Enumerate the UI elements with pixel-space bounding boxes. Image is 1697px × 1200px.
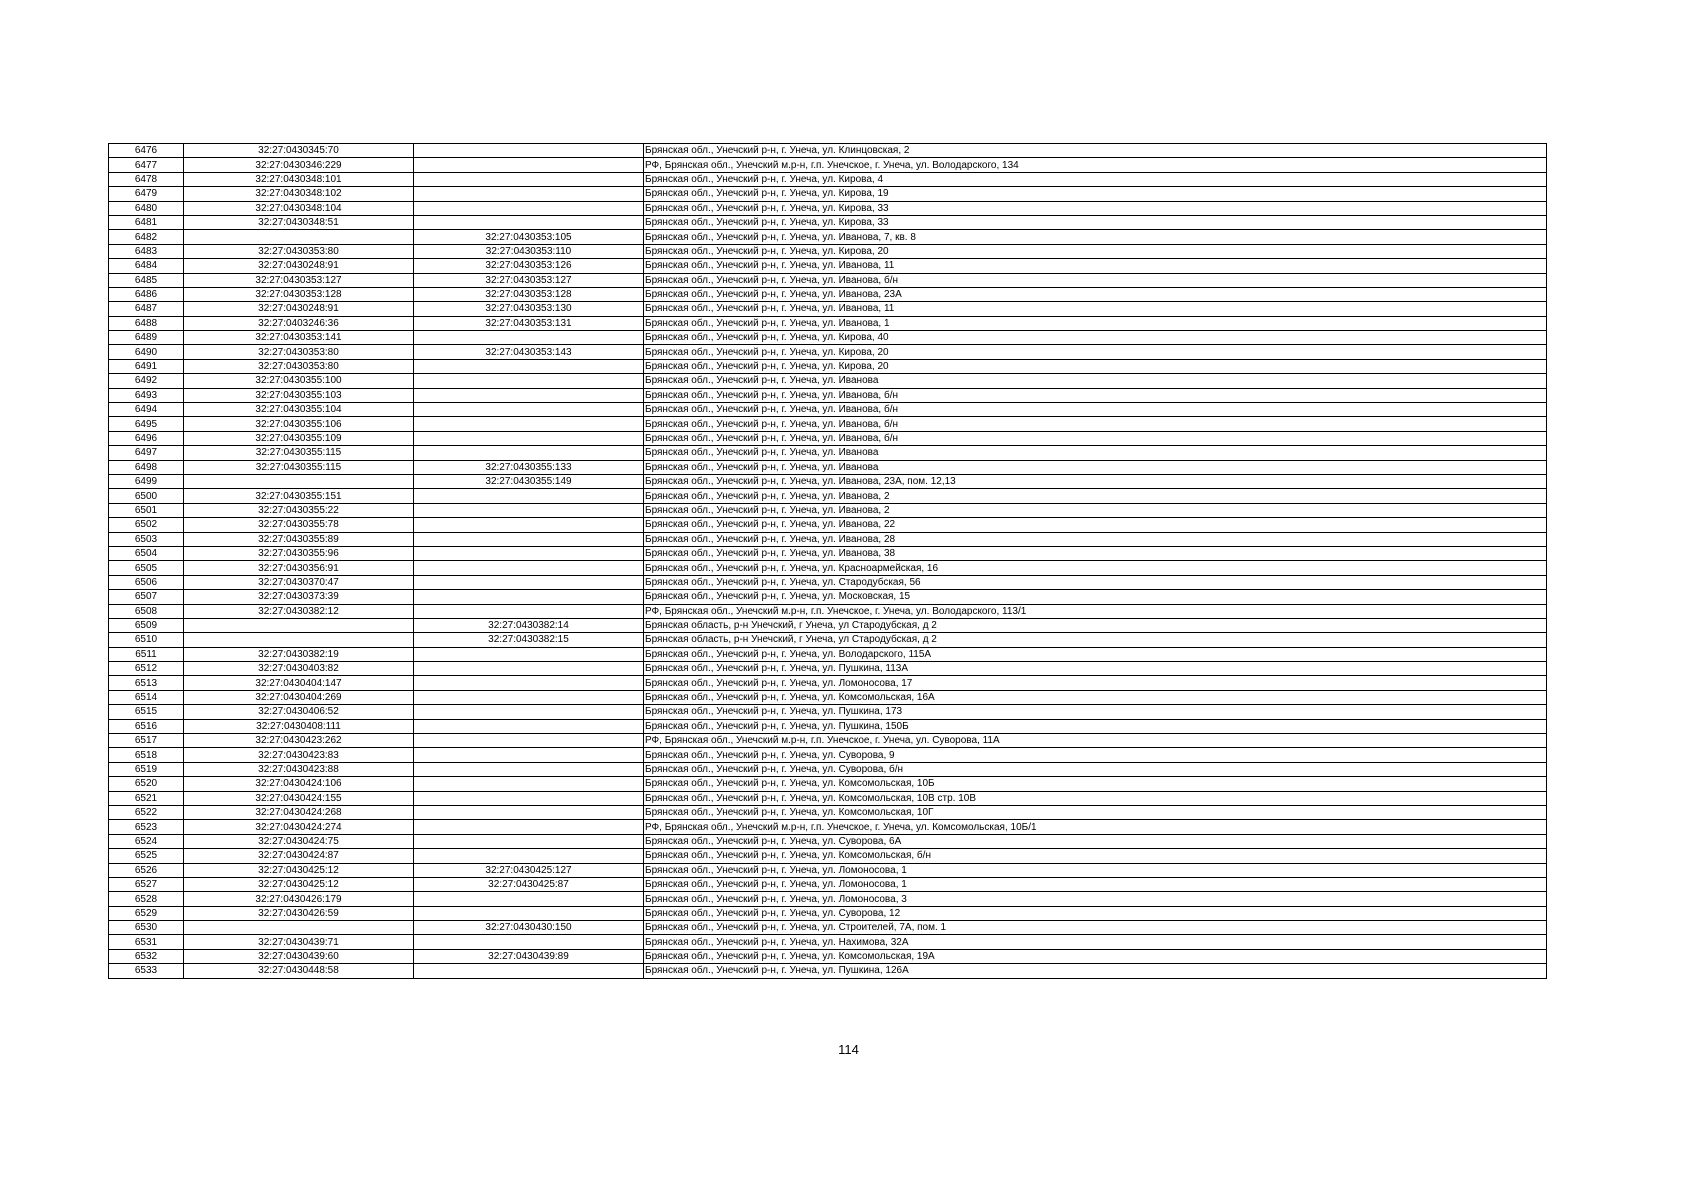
cadastral-number-cell: 32:27:0430248:91: [184, 302, 414, 316]
cadastral-number-cell: 32:27:0430356:91: [184, 561, 414, 575]
row-number-cell: 6497: [109, 446, 184, 460]
cadastral-number-cell: 32:27:0430439:71: [184, 935, 414, 949]
row-number-cell: 6485: [109, 273, 184, 287]
row-number-cell: 6503: [109, 532, 184, 546]
table-row: [109, 187, 1547, 201]
cadastral-number-cell: 32:27:0403246:36: [184, 316, 414, 330]
address-cell: Брянская обл., Унечский р-н, г. Унеча, ул. Ломоносова, 1: [644, 863, 1547, 877]
table-row: [109, 762, 1547, 776]
row-number-cell: 6508: [109, 604, 184, 618]
table-row: [109, 474, 1547, 488]
linked-cadastral-number-cell: [414, 647, 644, 661]
row-number-cell: 6489: [109, 331, 184, 345]
cadastral-number-cell: 32:27:0430348:102: [184, 187, 414, 201]
table-row: [109, 561, 1547, 575]
address-cell: РФ, Брянская обл., Унечский м.р-н, г.п. Унечское, г. Унеча, ул. Суворова, 11А: [644, 734, 1547, 748]
row-number-cell: 6496: [109, 431, 184, 445]
cadastral-number-cell: [184, 474, 414, 488]
row-number-cell: 6512: [109, 662, 184, 676]
row-number-cell: 6533: [109, 964, 184, 978]
linked-cadastral-number-cell: [414, 734, 644, 748]
cadastral-number-cell: 32:27:0430345:70: [184, 144, 414, 158]
address-cell: Брянская обл., Унечский р-н, г. Унеча, ул. Суворова, 9: [644, 748, 1547, 762]
table-row: [109, 921, 1547, 935]
linked-cadastral-number-cell: [414, 719, 644, 733]
row-number-cell: 6500: [109, 489, 184, 503]
table-row: [109, 431, 1547, 445]
cadastral-number-cell: 32:27:0430353:128: [184, 287, 414, 301]
row-number-cell: 6481: [109, 215, 184, 229]
registry-table: [108, 143, 1547, 979]
table-row: [109, 676, 1547, 690]
address-cell: Брянская обл., Унечский р-н, г. Унеча, ул. Иванова, 23А: [644, 287, 1547, 301]
address-cell: РФ, Брянская обл., Унечский м.р-н, г.п. Унечское, г. Унеча, ул. Володарского, 134: [644, 158, 1547, 172]
row-number-cell: 6522: [109, 805, 184, 819]
table-row: [109, 935, 1547, 949]
linked-cadastral-number-cell: [414, 331, 644, 345]
address-cell: Брянская обл., Унечский р-н, г. Унеча, ул. Иванова, б/н: [644, 403, 1547, 417]
linked-cadastral-number-cell: [414, 532, 644, 546]
linked-cadastral-number-cell: 32:27:0430355:133: [414, 460, 644, 474]
cadastral-number-cell: 32:27:0430424:155: [184, 791, 414, 805]
address-cell: Брянская обл., Унечский р-н, г. Унеча, ул. Кирова, 19: [644, 187, 1547, 201]
cadastral-number-cell: 32:27:0430423:262: [184, 734, 414, 748]
row-number-cell: 6479: [109, 187, 184, 201]
address-cell: Брянская обл., Унечский р-н, г. Унеча, ул. Ломоносова, 17: [644, 676, 1547, 690]
cadastral-number-cell: [184, 921, 414, 935]
linked-cadastral-number-cell: [414, 201, 644, 215]
row-number-cell: 6532: [109, 949, 184, 963]
linked-cadastral-number-cell: [414, 187, 644, 201]
table-row: [109, 834, 1547, 848]
linked-cadastral-number-cell: [414, 777, 644, 791]
row-number-cell: 6505: [109, 561, 184, 575]
table-row: [109, 791, 1547, 805]
address-cell: Брянская обл., Унечский р-н, г. Унеча, ул. Строителей, 7А, пом. 1: [644, 921, 1547, 935]
linked-cadastral-number-cell: [414, 748, 644, 762]
linked-cadastral-number-cell: 32:27:0430353:130: [414, 302, 644, 316]
cadastral-number-cell: 32:27:0430355:22: [184, 503, 414, 517]
row-number-cell: 6486: [109, 287, 184, 301]
linked-cadastral-number-cell: [414, 590, 644, 604]
table-row: [109, 388, 1547, 402]
row-number-cell: 6501: [109, 503, 184, 517]
linked-cadastral-number-cell: [414, 805, 644, 819]
table-row: [109, 158, 1547, 172]
cadastral-number-cell: 32:27:0430355:115: [184, 446, 414, 460]
address-cell: Брянская обл., Унечский р-н, г. Унеча, ул. Стародубская, 56: [644, 575, 1547, 589]
linked-cadastral-number-cell: [414, 892, 644, 906]
table-row: [109, 273, 1547, 287]
registry-table-body: [109, 144, 1547, 979]
address-cell: Брянская обл., Унечский р-н, г. Унеча, ул. Пушкина, 173: [644, 705, 1547, 719]
table-row: [109, 863, 1547, 877]
address-cell: Брянская обл., Унечский р-н, г. Унеча, ул. Комсомольская, б/н: [644, 849, 1547, 863]
address-cell: Брянская обл., Унечский р-н, г. Унеча, ул. Нахимова, 32А: [644, 935, 1547, 949]
linked-cadastral-number-cell: [414, 705, 644, 719]
row-number-cell: 6487: [109, 302, 184, 316]
table-row: [109, 144, 1547, 158]
cadastral-number-cell: 32:27:0430353:141: [184, 331, 414, 345]
row-number-cell: 6526: [109, 863, 184, 877]
table-row: [109, 849, 1547, 863]
linked-cadastral-number-cell: 32:27:0430355:149: [414, 474, 644, 488]
cadastral-number-cell: 32:27:0430404:147: [184, 676, 414, 690]
cadastral-number-cell: 32:27:0430348:101: [184, 172, 414, 186]
table-row: [109, 230, 1547, 244]
table-row: [109, 316, 1547, 330]
table-row: [109, 719, 1547, 733]
linked-cadastral-number-cell: [414, 820, 644, 834]
address-cell: Брянская обл., Унечский р-н, г. Унеча, ул. Володарского, 115А: [644, 647, 1547, 661]
table-row: [109, 949, 1547, 963]
address-cell: Брянская обл., Унечский р-н, г. Унеча, ул. Иванова, б/н: [644, 431, 1547, 445]
cadastral-number-cell: 32:27:0430355:151: [184, 489, 414, 503]
linked-cadastral-number-cell: 32:27:0430425:127: [414, 863, 644, 877]
address-cell: РФ, Брянская обл., Унечский м.р-н, г.п. Унечское, г. Унеча, ул. Комсомольская, 10Б/1: [644, 820, 1547, 834]
table-row: [109, 215, 1547, 229]
row-number-cell: 6492: [109, 374, 184, 388]
address-cell: Брянская обл., Унечский р-н, г. Унеча, ул. Комсомольская, 19А: [644, 949, 1547, 963]
linked-cadastral-number-cell: [414, 762, 644, 776]
address-cell: Брянская обл., Унечский р-н, г. Унеча, ул. Иванова, 38: [644, 546, 1547, 560]
table-row: [109, 690, 1547, 704]
address-cell: Брянская обл., Унечский р-н, г. Унеча, ул. Суворова, 6А: [644, 834, 1547, 848]
row-number-cell: 6484: [109, 259, 184, 273]
address-cell: Брянская обл., Унечский р-н, г. Унеча, ул. Кирова, 40: [644, 331, 1547, 345]
address-cell: Брянская обл., Унечский р-н, г. Унеча, ул. Иванова, 11: [644, 302, 1547, 316]
cadastral-number-cell: 32:27:0430370:47: [184, 575, 414, 589]
table-row: [109, 287, 1547, 301]
table-row: [109, 460, 1547, 474]
linked-cadastral-number-cell: 32:27:0430353:126: [414, 259, 644, 273]
table-row: [109, 518, 1547, 532]
row-number-cell: 6504: [109, 546, 184, 560]
table-row: [109, 604, 1547, 618]
cadastral-number-cell: 32:27:0430424:268: [184, 805, 414, 819]
table-row: [109, 964, 1547, 978]
cadastral-number-cell: 32:27:0430425:12: [184, 863, 414, 877]
linked-cadastral-number-cell: [414, 964, 644, 978]
address-cell: Брянская обл., Унечский р-н, г. Унеча, ул. Комсомольская, 10В стр. 10В: [644, 791, 1547, 805]
address-cell: Брянская обл., Унечский р-н, г. Унеча, ул. Иванова, б/н: [644, 273, 1547, 287]
row-number-cell: 6531: [109, 935, 184, 949]
address-cell: Брянская обл., Унечский р-н, г. Унеча, ул. Кирова, 33: [644, 215, 1547, 229]
row-number-cell: 6507: [109, 590, 184, 604]
address-cell: Брянская область, р-н Унечский, г Унеча, ул Стародубская, д 2: [644, 618, 1547, 632]
linked-cadastral-number-cell: [414, 446, 644, 460]
table-row: [109, 503, 1547, 517]
row-number-cell: 6516: [109, 719, 184, 733]
linked-cadastral-number-cell: 32:27:0430353:143: [414, 345, 644, 359]
linked-cadastral-number-cell: [414, 158, 644, 172]
row-number-cell: 6493: [109, 388, 184, 402]
row-number-cell: 6530: [109, 921, 184, 935]
cadastral-number-cell: 32:27:0430355:106: [184, 417, 414, 431]
linked-cadastral-number-cell: [414, 546, 644, 560]
address-cell: Брянская обл., Унечский р-н, г. Унеча, ул. Красноармейская, 16: [644, 561, 1547, 575]
linked-cadastral-number-cell: [414, 431, 644, 445]
address-cell: Брянская обл., Унечский р-н, г. Унеча, ул. Иванова: [644, 446, 1547, 460]
cadastral-number-cell: 32:27:0430355:103: [184, 388, 414, 402]
cadastral-number-cell: 32:27:0430406:52: [184, 705, 414, 719]
cadastral-number-cell: 32:27:0430382:12: [184, 604, 414, 618]
linked-cadastral-number-cell: 32:27:0430382:15: [414, 633, 644, 647]
address-cell: Брянская обл., Унечский р-н, г. Унеча, ул. Иванова, 22: [644, 518, 1547, 532]
cadastral-number-cell: 32:27:0430355:78: [184, 518, 414, 532]
row-number-cell: 6521: [109, 791, 184, 805]
cadastral-number-cell: 32:27:0430423:83: [184, 748, 414, 762]
cadastral-number-cell: 32:27:0430424:87: [184, 849, 414, 863]
cadastral-number-cell: [184, 230, 414, 244]
linked-cadastral-number-cell: 32:27:0430353:128: [414, 287, 644, 301]
address-cell: Брянская обл., Унечский р-н, г. Унеча, ул. Кирова, 20: [644, 345, 1547, 359]
address-cell: Брянская обл., Унечский р-н, г. Унеча, ул. Иванова, б/н: [644, 388, 1547, 402]
address-cell: Брянская обл., Унечский р-н, г. Унеча, ул. Кирова, 20: [644, 359, 1547, 373]
row-number-cell: 6513: [109, 676, 184, 690]
row-number-cell: 6498: [109, 460, 184, 474]
address-cell: Брянская обл., Унечский р-н, г. Унеча, ул. Иванова, б/н: [644, 417, 1547, 431]
table-row: [109, 618, 1547, 632]
table-row: [109, 575, 1547, 589]
row-number-cell: 6478: [109, 172, 184, 186]
address-cell: Брянская обл., Унечский р-н, г. Унеча, ул. Иванова, 2: [644, 489, 1547, 503]
address-cell: РФ, Брянская обл., Унечский м.р-н, г.п. Унечское, г. Унеча, ул. Володарского, 113/1: [644, 604, 1547, 618]
address-cell: Брянская обл., Унечский р-н, г. Унеча, ул. Иванова, 11: [644, 259, 1547, 273]
row-number-cell: 6527: [109, 877, 184, 891]
linked-cadastral-number-cell: 32:27:0430430:150: [414, 921, 644, 935]
linked-cadastral-number-cell: 32:27:0430353:131: [414, 316, 644, 330]
linked-cadastral-number-cell: [414, 417, 644, 431]
row-number-cell: 6528: [109, 892, 184, 906]
cadastral-number-cell: 32:27:0430353:80: [184, 359, 414, 373]
address-cell: Брянская обл., Унечский р-н, г. Унеча, ул. Кирова, 33: [644, 201, 1547, 215]
cadastral-number-cell: 32:27:0430424:106: [184, 777, 414, 791]
cadastral-number-cell: 32:27:0430355:96: [184, 546, 414, 560]
row-number-cell: 6490: [109, 345, 184, 359]
cadastral-number-cell: 32:27:0430353:80: [184, 244, 414, 258]
cadastral-number-cell: 32:27:0430348:104: [184, 201, 414, 215]
linked-cadastral-number-cell: [414, 489, 644, 503]
cadastral-number-cell: 32:27:0430439:60: [184, 949, 414, 963]
address-cell: Брянская обл., Унечский р-н, г. Унеча, ул. Иванова, 2: [644, 503, 1547, 517]
cadastral-number-cell: 32:27:0430355:115: [184, 460, 414, 474]
address-cell: Брянская обл., Унечский р-н, г. Унеча, ул. Суворова, 12: [644, 906, 1547, 920]
table-row: [109, 302, 1547, 316]
linked-cadastral-number-cell: [414, 359, 644, 373]
address-cell: Брянская обл., Унечский р-н, г. Унеча, ул. Пушкина, 150Б: [644, 719, 1547, 733]
table-row: [109, 647, 1547, 661]
table-row: [109, 633, 1547, 647]
address-cell: Брянская обл., Унечский р-н, г. Унеча, ул. Ломоносова, 3: [644, 892, 1547, 906]
table-row: [109, 417, 1547, 431]
address-cell: Брянская обл., Унечский р-н, г. Унеча, ул. Ломоносова, 1: [644, 877, 1547, 891]
row-number-cell: 6506: [109, 575, 184, 589]
row-number-cell: 6509: [109, 618, 184, 632]
linked-cadastral-number-cell: [414, 518, 644, 532]
row-number-cell: 6524: [109, 834, 184, 848]
cadastral-number-cell: [184, 633, 414, 647]
linked-cadastral-number-cell: [414, 503, 644, 517]
row-number-cell: 6514: [109, 690, 184, 704]
linked-cadastral-number-cell: [414, 388, 644, 402]
table-row: [109, 820, 1547, 834]
row-number-cell: 6529: [109, 906, 184, 920]
cadastral-number-cell: 32:27:0430425:12: [184, 877, 414, 891]
address-cell: Брянская область, р-н Унечский, г Унеча, ул Стародубская, д 2: [644, 633, 1547, 647]
table-row: [109, 662, 1547, 676]
row-number-cell: 6476: [109, 144, 184, 158]
cadastral-number-cell: [184, 618, 414, 632]
cadastral-number-cell: 32:27:0430424:75: [184, 834, 414, 848]
row-number-cell: 6525: [109, 849, 184, 863]
cadastral-number-cell: 32:27:0430346:229: [184, 158, 414, 172]
row-number-cell: 6483: [109, 244, 184, 258]
row-number-cell: 6491: [109, 359, 184, 373]
row-number-cell: 6495: [109, 417, 184, 431]
address-cell: Брянская обл., Унечский р-н, г. Унеча, ул. Комсомольская, 16А: [644, 690, 1547, 704]
row-number-cell: 6482: [109, 230, 184, 244]
address-cell: Брянская обл., Унечский р-н, г. Унеча, ул. Пушкина, 113А: [644, 662, 1547, 676]
row-number-cell: 6488: [109, 316, 184, 330]
cadastral-number-cell: 32:27:0430355:109: [184, 431, 414, 445]
cadastral-number-cell: 32:27:0430373:39: [184, 590, 414, 604]
linked-cadastral-number-cell: [414, 144, 644, 158]
table-row: [109, 259, 1547, 273]
cadastral-number-cell: 32:27:0430408:111: [184, 719, 414, 733]
address-cell: Брянская обл., Унечский р-н, г. Унеча, ул. Иванова, 7, кв. 8: [644, 230, 1547, 244]
linked-cadastral-number-cell: [414, 215, 644, 229]
cadastral-number-cell: 32:27:0430355:89: [184, 532, 414, 546]
cadastral-number-cell: 32:27:0430404:269: [184, 690, 414, 704]
table-row: [109, 546, 1547, 560]
linked-cadastral-number-cell: 32:27:0430425:87: [414, 877, 644, 891]
table-row: [109, 345, 1547, 359]
row-number-cell: 6515: [109, 705, 184, 719]
row-number-cell: 6518: [109, 748, 184, 762]
cadastral-number-cell: 32:27:0430426:59: [184, 906, 414, 920]
linked-cadastral-number-cell: 32:27:0430353:127: [414, 273, 644, 287]
linked-cadastral-number-cell: [414, 662, 644, 676]
linked-cadastral-number-cell: [414, 834, 644, 848]
linked-cadastral-number-cell: [414, 791, 644, 805]
address-cell: Брянская обл., Унечский р-н, г. Унеча, ул. Иванова, 28: [644, 532, 1547, 546]
linked-cadastral-number-cell: [414, 676, 644, 690]
row-number-cell: 6477: [109, 158, 184, 172]
table-row: [109, 805, 1547, 819]
table-row: [109, 489, 1547, 503]
linked-cadastral-number-cell: [414, 849, 644, 863]
linked-cadastral-number-cell: [414, 690, 644, 704]
table-row: [109, 359, 1547, 373]
address-cell: Брянская обл., Унечский р-н, г. Унеча, ул. Кирова, 20: [644, 244, 1547, 258]
cadastral-number-cell: 32:27:0430355:100: [184, 374, 414, 388]
address-cell: Брянская обл., Унечский р-н, г. Унеча, ул. Московская, 15: [644, 590, 1547, 604]
table-row: [109, 906, 1547, 920]
table-row: [109, 446, 1547, 460]
address-cell: Брянская обл., Унечский р-н, г. Унеча, ул. Клинцовская, 2: [644, 144, 1547, 158]
address-cell: Брянская обл., Унечский р-н, г. Унеча, ул. Иванова: [644, 460, 1547, 474]
table-row: [109, 777, 1547, 791]
table-row: [109, 201, 1547, 215]
linked-cadastral-number-cell: 32:27:0430382:14: [414, 618, 644, 632]
table-row: [109, 532, 1547, 546]
table-row: [109, 748, 1547, 762]
page-number: 114: [838, 1042, 859, 1057]
address-cell: Брянская обл., Унечский р-н, г. Унеча, ул. Иванова: [644, 374, 1547, 388]
table-row: [109, 172, 1547, 186]
cadastral-number-cell: 32:27:0430424:274: [184, 820, 414, 834]
linked-cadastral-number-cell: [414, 403, 644, 417]
cadastral-number-cell: 32:27:0430355:104: [184, 403, 414, 417]
cadastral-number-cell: 32:27:0430448:58: [184, 964, 414, 978]
row-number-cell: 6499: [109, 474, 184, 488]
row-number-cell: 6480: [109, 201, 184, 215]
linked-cadastral-number-cell: 32:27:0430353:110: [414, 244, 644, 258]
linked-cadastral-number-cell: 32:27:0430353:105: [414, 230, 644, 244]
address-cell: Брянская обл., Унечский р-н, г. Унеча, ул. Суворова, б/н: [644, 762, 1547, 776]
row-number-cell: 6519: [109, 762, 184, 776]
linked-cadastral-number-cell: [414, 935, 644, 949]
row-number-cell: 6517: [109, 734, 184, 748]
linked-cadastral-number-cell: [414, 604, 644, 618]
address-cell: Брянская обл., Унечский р-н, г. Унеча, ул. Кирова, 4: [644, 172, 1547, 186]
cadastral-number-cell: 32:27:0430353:127: [184, 273, 414, 287]
cadastral-number-cell: 32:27:0430348:51: [184, 215, 414, 229]
linked-cadastral-number-cell: [414, 172, 644, 186]
row-number-cell: 6511: [109, 647, 184, 661]
linked-cadastral-number-cell: [414, 906, 644, 920]
row-number-cell: 6494: [109, 403, 184, 417]
table-row: [109, 877, 1547, 891]
address-cell: Брянская обл., Унечский р-н, г. Унеча, ул. Иванова, 23А, пом. 12,13: [644, 474, 1547, 488]
cadastral-number-cell: 32:27:0430248:91: [184, 259, 414, 273]
row-number-cell: 6520: [109, 777, 184, 791]
table-row: [109, 331, 1547, 345]
cadastral-number-cell: 32:27:0430382:19: [184, 647, 414, 661]
table-row: [109, 374, 1547, 388]
linked-cadastral-number-cell: [414, 374, 644, 388]
address-cell: Брянская обл., Унечский р-н, г. Унеча, ул. Комсомольская, 10Б: [644, 777, 1547, 791]
table-row: [109, 403, 1547, 417]
table-row: [109, 734, 1547, 748]
cadastral-number-cell: 32:27:0430423:88: [184, 762, 414, 776]
row-number-cell: 6510: [109, 633, 184, 647]
address-cell: Брянская обл., Унечский р-н, г. Унеча, ул. Комсомольская, 10Г: [644, 805, 1547, 819]
linked-cadastral-number-cell: [414, 575, 644, 589]
row-number-cell: 6523: [109, 820, 184, 834]
table-row: [109, 705, 1547, 719]
address-cell: Брянская обл., Унечский р-н, г. Унеча, ул. Иванова, 1: [644, 316, 1547, 330]
row-number-cell: 6502: [109, 518, 184, 532]
table-row: [109, 590, 1547, 604]
linked-cadastral-number-cell: [414, 561, 644, 575]
address-cell: Брянская обл., Унечский р-н, г. Унеча, ул. Пушкина, 126А: [644, 964, 1547, 978]
cadastral-number-cell: 32:27:0430426:179: [184, 892, 414, 906]
cadastral-number-cell: 32:27:0430353:80: [184, 345, 414, 359]
linked-cadastral-number-cell: 32:27:0430439:89: [414, 949, 644, 963]
table-row: [109, 244, 1547, 258]
table-row: [109, 892, 1547, 906]
cadastral-number-cell: 32:27:0430403:82: [184, 662, 414, 676]
